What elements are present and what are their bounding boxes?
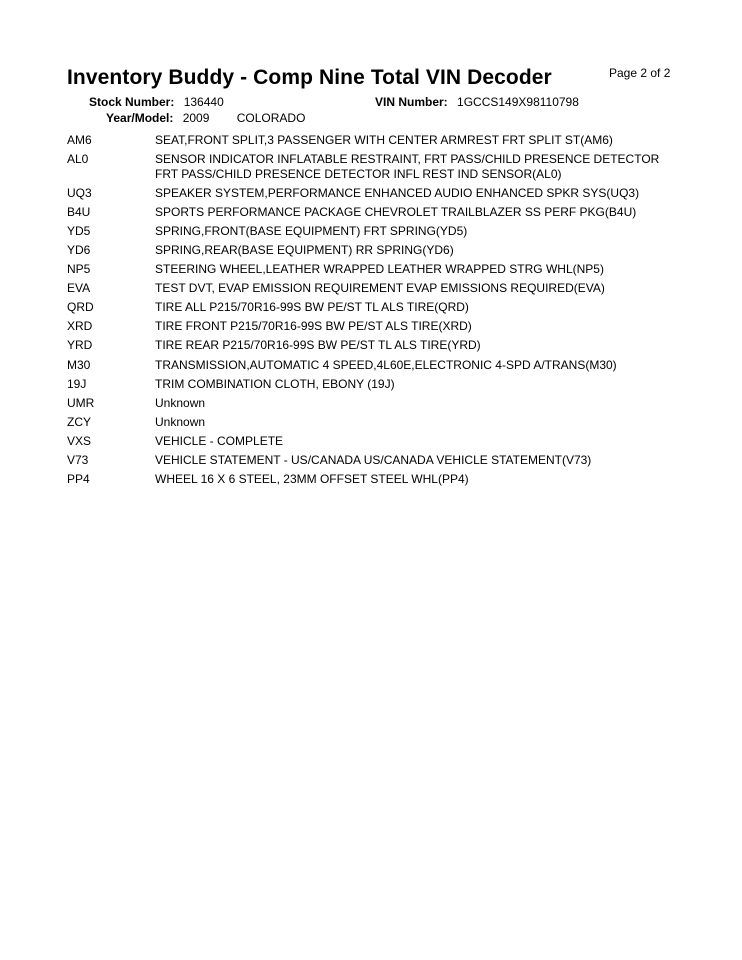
option-description-line: WHEEL 16 X 6 STEEL, 23MM OFFSET STEEL WHL(PP4)	[155, 472, 469, 487]
option-description-line: SEAT,FRONT SPLIT,3 PASSENGER WITH CENTER ARMREST FRT SPLIT ST(AM6)	[155, 133, 613, 147]
year-model-label: Year/Model:	[106, 111, 174, 125]
option-code-row	[67, 186, 687, 201]
option-code: UQ3	[67, 185, 92, 200]
stock-number-row	[89, 95, 224, 109]
option-description-line: TRANSMISSION,AUTOMATIC 4 SPEED,4L60E,ELECTRONIC 4-SPD A/TRANS(M30)	[155, 357, 617, 372]
option-code: PP4	[67, 472, 90, 487]
option-code-row	[67, 281, 687, 296]
option-code: NP5	[67, 262, 91, 277]
year-value: 2009	[182, 111, 210, 125]
option-description	[155, 205, 687, 220]
option-code-row	[67, 319, 687, 334]
option-code-row	[67, 243, 687, 258]
option-code: 19J	[67, 376, 87, 391]
stock-number-label: Stock Number:	[89, 95, 175, 109]
option-code-row	[67, 377, 687, 392]
vin-number-label: VIN Number:	[375, 95, 448, 109]
option-description	[155, 358, 687, 373]
option-description	[155, 224, 687, 239]
option-description-line: VEHICLE - COMPLETE	[155, 433, 284, 448]
option-description-line: TIRE FRONT P215/70R16-99S BW PE/ST ALS TIRE(XRD)	[155, 319, 472, 334]
option-code: AM6	[67, 133, 92, 147]
option-code-row	[67, 396, 687, 411]
vin-number-value: 1GCCS149X98110798	[457, 95, 579, 109]
option-code: VXS	[67, 433, 92, 448]
option-code: ZCY	[67, 414, 91, 429]
stock-number-value: 136440	[183, 95, 224, 109]
option-description-line: STEERING WHEEL,LEATHER WRAPPED LEATHER WRAPPED STRG WHL(NP5)	[155, 262, 604, 277]
option-description-line: Unknown	[155, 395, 206, 410]
option-description	[155, 281, 687, 296]
option-code-row	[67, 133, 687, 148]
page-number: Page 2 of 2	[609, 66, 671, 80]
option-description-line: SENSOR INDICATOR INFLATABLE RESTRAINT, FRT PASS/CHILD PRESENCE DETECTOR	[155, 152, 660, 167]
option-code: YRD	[67, 338, 93, 353]
option-description-line: SPRING,REAR(BASE EQUIPMENT) RR SPRING(YD6)	[155, 242, 454, 257]
option-description	[155, 415, 687, 430]
option-description	[155, 377, 687, 392]
option-description	[155, 319, 687, 334]
option-code: YD6	[67, 242, 91, 257]
option-description	[155, 243, 687, 258]
option-description-line: FRT PASS/CHILD PRESENCE DETECTOR INFL REST IND SENSOR(AL0)	[155, 166, 562, 181]
option-code-row	[67, 300, 687, 315]
option-description-line: TEST DVT, EVAP EMISSION REQUIREMENT EVAP EMISSIONS REQUIRED(EVA)	[155, 281, 605, 296]
option-code: M30	[67, 357, 91, 372]
option-code: EVA	[67, 281, 91, 296]
option-code-row	[67, 205, 687, 220]
year-model-row	[106, 111, 305, 125]
option-code-row	[67, 415, 687, 430]
option-code-row	[67, 358, 687, 373]
model-value: COLORADO	[236, 111, 306, 125]
option-description-line: TRIM COMBINATION CLOTH, EBONY (19J)	[155, 376, 395, 391]
option-code-row	[67, 434, 687, 449]
option-description	[155, 262, 687, 277]
option-description	[155, 434, 687, 449]
option-description	[155, 186, 687, 201]
option-code-row	[67, 262, 687, 277]
option-code-row	[67, 453, 687, 468]
option-description	[155, 152, 687, 181]
option-description	[155, 472, 687, 487]
option-description-line: Unknown	[155, 414, 206, 429]
vin-number-row	[375, 95, 579, 109]
option-code: V73	[67, 453, 89, 467]
option-code-row	[67, 338, 687, 353]
option-description-line: SPRING,FRONT(BASE EQUIPMENT) FRT SPRING(YD5)	[155, 223, 468, 238]
option-code: B4U	[67, 204, 91, 219]
option-code: XRD	[67, 319, 93, 334]
option-description	[155, 453, 687, 468]
option-description	[155, 396, 687, 411]
option-description	[155, 133, 687, 148]
page-title: Inventory Buddy - Comp Nine Total VIN Decoder	[67, 66, 552, 89]
option-description-line: VEHICLE STATEMENT - US/CANADA US/CANADA VEHICLE STATEMENT(V73)	[155, 453, 592, 467]
option-code: UMR	[67, 395, 95, 410]
option-code-list	[67, 133, 687, 491]
option-code: AL0	[67, 152, 89, 167]
option-description-line: SPEAKER SYSTEM,PERFORMANCE ENHANCED AUDIO ENHANCED SPKR SYS(UQ3)	[155, 185, 640, 200]
option-code-row	[67, 152, 687, 181]
option-description	[155, 300, 687, 315]
option-description-line: TIRE REAR P215/70R16-99S BW PE/ST TL ALS TIRE(YRD)	[155, 338, 481, 353]
option-description-line: TIRE ALL P215/70R16-99S BW PE/ST TL ALS TIRE(QRD)	[155, 300, 469, 315]
option-code-row	[67, 472, 687, 487]
option-code: YD5	[67, 223, 91, 238]
option-description-line: SPORTS PERFORMANCE PACKAGE CHEVROLET TRAILBLAZER SS PERF PKG(B4U)	[155, 204, 637, 219]
option-code-row	[67, 224, 687, 239]
option-code: QRD	[67, 300, 94, 315]
option-description	[155, 338, 687, 353]
